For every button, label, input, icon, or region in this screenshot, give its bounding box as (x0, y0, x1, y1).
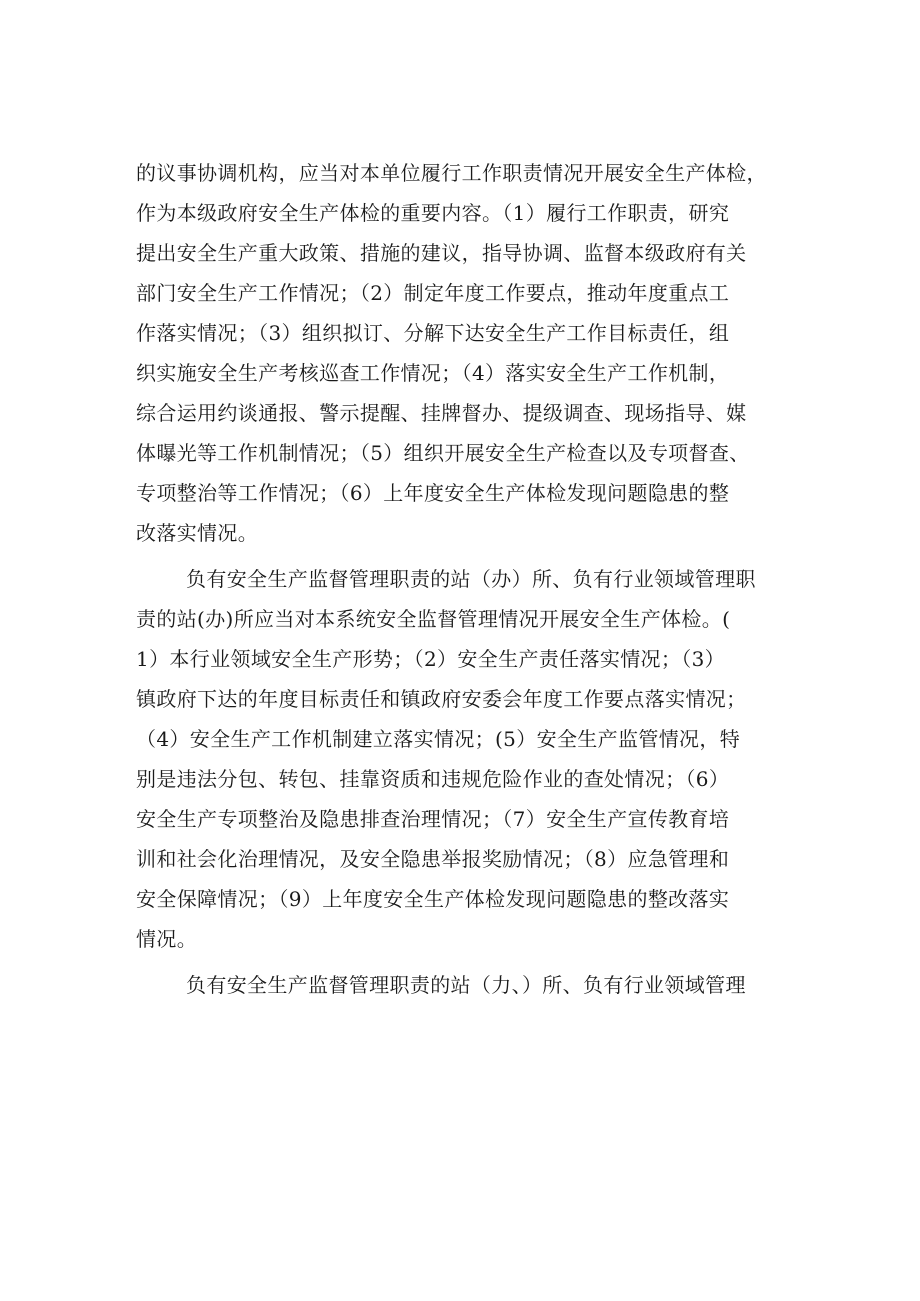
text-line: 的议事协调机构，应当对本单位履行工作职责情况开展安全生产体检， (136, 161, 767, 185)
text-line: 专项整治等工作情况；（6）上年度安全生产体检发现问题隐患的整 (136, 481, 730, 505)
text-line: 作落实情况；（3）组织拟订、分解下达安全生产工作目标责任，组 (136, 321, 730, 345)
text-line: 镇政府下达的年度目标责任和镇政府安委会年度工作要点落实情况； (136, 687, 747, 711)
text-line: 提出安全生产重大政策、措施的建议，指导协调、监督本级政府有关 (136, 241, 747, 265)
text-line: （4）安全生产工作机制建立落实情况；(5）安全生产监管情况，特 (136, 727, 741, 751)
text-line: 负有安全生产监督管理职责的站（办）所、负有行业领域管理职 (186, 567, 756, 591)
text-line: 体曝光等工作机制情况；（5）组织开展安全生产检查以及专项督查、 (136, 441, 750, 465)
document-body (136, 153, 796, 1005)
text-line: 作为本级政府安全生产体检的重要内容。（1）履行工作职责，研究 (136, 201, 730, 225)
text-line: 情况。 (136, 927, 198, 951)
paragraph-3 (136, 965, 796, 1005)
text-line: 改落实情况。 (136, 521, 259, 545)
text-line: 负有安全生产监督管理职责的站（力、）所、负有行业领域管理 (186, 973, 746, 997)
text-line: 安全保障情况；（9）上年度安全生产体检发现问题隐患的整改落实 (136, 887, 730, 911)
text-line: 别是违法分包、转包、挂靠资质和违规危险作业的查处情况；（6） (136, 767, 730, 791)
text-line: 部门安全生产工作情况；（2）制定年度工作要点，推动年度重点工 (136, 281, 730, 305)
text-line: 1）本行业领域安全生产形势；（2）安全生产责任落实情况；（3） (136, 647, 726, 671)
text-line: 综合运用约谈通报、警示提醒、挂牌督办、提级调查、现场指导、媒 (136, 401, 747, 425)
text-line: 训和社会化治理情况，及安全隐患举报奖励情况；（8）应急管理和 (136, 847, 730, 871)
text-line: 责的站(办)所应当对本系统安全监督管理情况开展安全生产体检。( (136, 607, 731, 631)
paragraph-1 (136, 153, 796, 553)
paragraph-2 (136, 559, 796, 959)
text-line: 织实施安全生产考核巡查工作情况；（4）落实安全生产工作机制， (136, 361, 730, 385)
text-line: 安全生产专项整治及隐患排查治理情况；（7）安全生产宣传教育培 (136, 807, 730, 831)
